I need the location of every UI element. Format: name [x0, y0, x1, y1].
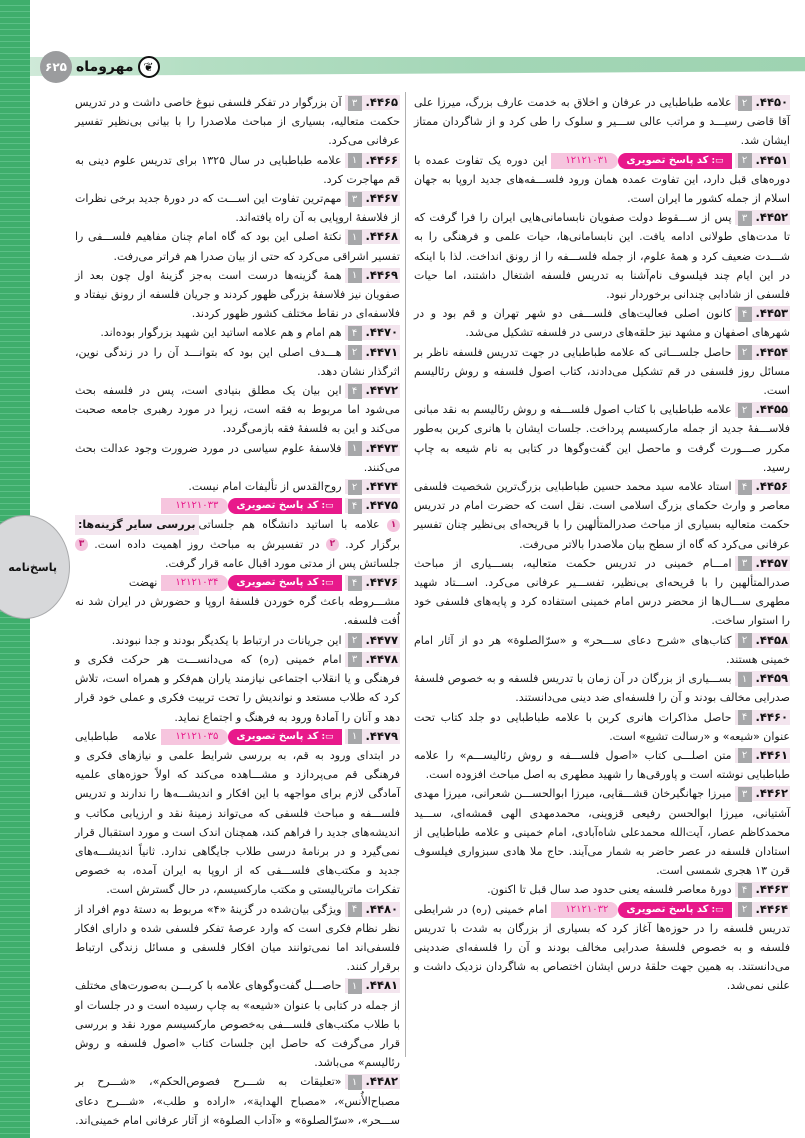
question-number: ۴۴۷۸.: [365, 651, 398, 666]
answer-entry: [75, 381, 400, 439]
answer-explanation: حاصل جلســـاتی که علامه طباطبایی در جهت تدریس فلسفه ناظر بر مسائل روز فلسفی در قم تشکیل می‌دادند، کتاب اصول فلسفه و روش رئالیسم است.: [414, 345, 790, 398]
qr-code-icon: ▭:: [321, 731, 334, 742]
code-badge-label: [618, 153, 731, 169]
answer-explanation: آن بزرگوار در تفکر فلسفی نبوغ خاصی داشت و در تدریس حکمت متعالیه، بسیاری از مباحث ملاصدرا را با بیانی بی‌نظیر تفسیر عرفانی می‌کرد.: [75, 96, 400, 148]
entry-header: [345, 153, 400, 168]
answer-entry: [75, 343, 400, 381]
option-number-circle: ۱: [387, 519, 400, 532]
correct-option-badge: ۱: [348, 268, 362, 283]
answer-entry: [75, 1072, 400, 1130]
answer-code-value: ۱۲۱۲۱۰۳۲: [551, 902, 618, 918]
option-number-circle: ۲: [326, 538, 339, 551]
answer-explanation: کانون اصلی فعالیت‌های فلســـفی دو شهر تهران و قم بود و در شهرهای اصفهان و مشهد نیز حلقه‌های درسی در فلسفه تشکیل می‌شد.: [414, 307, 790, 340]
answer-explanation: علامه طباطبایی در عرفان و اخلاق به خدمت عارف بزرگ، میرزا علی آقا قاضی رسیـــد و مراتب عالی ســـیر و سلوک را طی کرد و از شاگردان ممتاز ایشان شد.: [414, 96, 790, 148]
answer-explanation: ویژگی بیان‌شده در گزینهٔ «۴» مربوط به دستهٔ دوم افراد از نظر نظام فکری است که وارد عرصهٔ تفکر فلسفی شده و دارای افکار فلسفی‌اند اما نمی‌توانند میان افکار فلسفی و مسائل زندگی ارتباط برقرار کنند.: [75, 902, 400, 974]
answer-entry: [414, 477, 790, 554]
answer-explanation: علامه طباطبایی در ابتدای ورود به قم، به بررسی شرایط علمی و نیازهای فکری و فرهنگی قم می‌پردازد و مشـــاهده می‌کند که اولاً حوزه‌های علمیه آمادگی لازم برای مواجهه با این افکار و اندیشـــه‌ها را ندارند و تدریس فلســـفه و مباحث فلسفی که می‌تواند زمینهٔ نقد و ارزیابی مکاتب و اندیشه‌های جدید را فراهم کند، همچنان اندک است و مورد استقبال قرار نمی‌گیرد و در برنامهٔ درسی طلاب جایگاهی ندارد. ثانیاً اندیشـــه‌های جدید و مکتب‌های فلســـفی که از اروپا به ایران آمده، به خصوص تفکرات ماتریالیستی و مکتب مارکسیسم، در حال گسترش است.: [75, 729, 400, 897]
answer-entry: [414, 631, 790, 669]
correct-option-badge: ۳: [348, 652, 362, 667]
answer-entry: [414, 708, 790, 746]
qr-code-icon: ▭:: [321, 501, 334, 512]
answer-key-side-tab[interactable]: [0, 515, 70, 619]
answer-explanation: «تعلیقات به شـــرح فصوص‌الحکم»، «شـــرح بر مصباح‌الأُنس»، «مصباح الهدایة»، «اراده و طلب»، «شـــرح دعای ســـحر»، «سرّالصلوة» و «آداب الصلوة» از آثار عرفانی امام خمینی‌اند.: [75, 1075, 400, 1127]
answer-explanation: علامه طباطبایی با کتاب اصول فلســـفه و روش رئالیسم به نقد مبانی فلاســـفهٔ جدید از جمله مارکسیسم پرداخت. جلسات ایشان با هانری کربن به‌طور مکرر صـــورت گرفت و ماحصل این گفت‌وگوها در کتابی به نام شیعه به چاپ رسید.: [414, 403, 790, 474]
question-number: ۴۴۵۳.: [755, 306, 788, 321]
question-number: ۴۴۶۵.: [365, 95, 398, 109]
correct-option-badge: ۴: [738, 307, 752, 322]
correct-option-badge: ۳: [738, 787, 752, 802]
correct-option-badge: ۴: [738, 883, 752, 898]
answer-entry: [414, 880, 790, 899]
question-number: ۴۴۷۹.: [365, 728, 398, 743]
answer-explanation: امام خمینی (ره) که می‌دانســـت هر حرکت فکری و فرهنگی و یا انقلاب اجتماعی نیازمند یاران هم‌فکر و همراه است، تلاش کرد که طلاب مستعد و نواندیش را تحت تربیت فکری و عملی خود قرار دهد و آنان را آمادهٔ ورود به فرهنگ و اجتماع نماید.: [75, 652, 400, 724]
code-badge-text: کد پاسخ تصویری: [626, 903, 709, 915]
answer-entry: [75, 727, 400, 900]
answer-entry: [414, 400, 790, 477]
correct-option-badge: ۳: [348, 192, 362, 207]
answer-entry: [414, 343, 790, 401]
code-badge-text: کد پاسخ تصویری: [236, 500, 319, 512]
question-number: ۴۴۵۷.: [755, 555, 788, 570]
option-number-circle: ۳: [75, 538, 88, 551]
correct-option-badge: ۴: [348, 499, 362, 514]
left-column: [75, 93, 400, 1130]
answer-explanation: استاد علامه سید محمد حسین طباطبایی بزرگ‌ترین شخصیت فلسفی معاصر و وارث حکمای بزرگ اسلامی است. نقل است که حضرت امام در تدریس حکمت متعالیه بسیاری از مباحث صدرالمتألهین را با قریحه‌ای بی‌نظیر چنان تفسیر عرفانی می‌کرد که گاه از سطح بیان ملاصدرا بالاتر می‌رفت.: [414, 480, 790, 551]
correct-option-badge: ۴: [348, 902, 362, 917]
answer-entry: [75, 477, 400, 496]
code-badge-label: [618, 902, 731, 918]
correct-option-badge: ۱: [348, 153, 362, 168]
answer-entry: [414, 746, 790, 784]
answer-explanation: پس از ســـقوط دولت صفویان نابسامانی‌هایی ایران را فرا گرفت که تا مدت‌های طولانی ادامه یافت. این نابسامانی‌ها، حیات علمی و فرهنگی را به شـــدت ضعیف کرد و همهٔ علوم، از جمله فلســـفه را از رونق انداخت. لذا با اینکه در این ایام چند فیلسوف نام‌آشنا به تدریس فلسفه اشتغال داشتند، اما حیات فلسفی از شادابی چندانی برخوردار نبود.: [414, 211, 790, 302]
question-number: ۴۴۵۱.: [755, 152, 788, 167]
entry-header: [345, 383, 400, 398]
answer-explanation: حاصـــل گفت‌وگوهای علامه با کربـــن به‌صورت‌های مختلف از جمله در کتابی با عنوان «شیعه» به چاپ رسیده است و در جلسات او با طلاب مکتب‌های فلســـفی به‌خصوص مارکسیسم مورد نقد و بررسی قرار می‌گرفت که حاصل این جلسات کتاب «اصول فلسفه و روش رئالیسم» می‌باشد.: [74, 979, 400, 1070]
correct-option-badge: ۱: [348, 1075, 362, 1090]
question-number: ۴۴۵۹.: [755, 671, 788, 686]
page-number: ۶۲۵: [40, 51, 72, 83]
question-number: ۴۴۵۰.: [755, 95, 788, 109]
answer-explanation: این دوره یک تفاوت عمده با دوره‌های قبل دارد، این تفاوت عمده همان ورود فلســـفه‌های جدید اروپا به جهان اسلام از جمله کشور ما ایران است.: [414, 153, 790, 206]
entry-header: [345, 978, 400, 993]
answer-explanation: امام خمینی (ره) در شرایطی تدریس فلسفه را در حوزه‌ها آغاز کرد که بسیاری از بزرگان به شدت با تدریس فلسفه و به خصوص فلسفهٔ صدرایی مخالف بودند و آن را فلسفه‌ای ضددینی می‌دانستند. به همین جهت حلقهٔ درس ایشان اختصاص به شاگردان نزدیک داشت و علنی نمی‌شد.: [414, 902, 790, 993]
correct-option-badge: ۱: [738, 672, 752, 687]
option-review-text: علامه با اساتید دانشگاه هم جلساتی برگزار کرد.: [198, 518, 400, 551]
video-answer-code-badge[interactable]: [161, 729, 341, 745]
question-number: ۴۴۷۵.: [365, 498, 398, 513]
entry-header: [345, 325, 400, 340]
answer-explanation: روح‌القدس از تألیفات امام نیست.: [188, 480, 342, 494]
question-number: ۴۴۷۴.: [365, 479, 398, 494]
question-number: ۴۴۷۲.: [365, 383, 398, 398]
entry-header: [345, 633, 400, 648]
correct-option-badge: ۴: [348, 384, 362, 399]
correct-option-badge: ۴: [738, 710, 752, 725]
answer-entry: [75, 189, 400, 227]
entry-header: [345, 345, 400, 360]
side-tab-label: پاسخ‌نامه: [8, 560, 57, 574]
question-number: ۴۴۶۶.: [365, 152, 398, 167]
question-number: ۴۴۷۱.: [365, 344, 398, 359]
question-number: ۴۴۷۰.: [365, 325, 398, 340]
option-review-text: جلساتش پس از مدتی مورد اقبال عامه قرار گرفت.: [164, 556, 400, 570]
question-number: ۴۴۵۶.: [755, 479, 788, 494]
correct-option-badge: ۴: [348, 576, 362, 591]
correct-option-badge: ۳: [348, 96, 362, 111]
entry-header: [735, 633, 790, 648]
answer-explanation: کتاب‌های «شرح دعای ســـحر» و «سرّالصلوة» هر دو از آثار امام خمینی هستند.: [414, 633, 790, 666]
qr-code-icon: ▭:: [711, 904, 724, 915]
answer-entry: [414, 554, 790, 631]
entry-header: [735, 882, 790, 897]
entry-header: [735, 556, 790, 571]
video-answer-code-badge[interactable]: [551, 153, 731, 169]
code-badge-text: کد پاسخ تصویری: [236, 577, 319, 589]
entry-header: [735, 786, 790, 801]
answer-entry: [75, 900, 400, 977]
answer-code-value: ۱۲۱۲۱۰۳۴: [161, 575, 228, 591]
answer-entry: [414, 304, 790, 342]
answer-code-value: ۱۲۱۲۱۰۳۳: [161, 498, 228, 514]
code-badge-label: [228, 729, 341, 745]
correct-option-badge: ۱: [348, 979, 362, 994]
question-number: ۴۴۶۳.: [755, 882, 788, 897]
entry-header: [345, 1074, 400, 1089]
video-answer-code-badge[interactable]: [161, 498, 341, 514]
answer-entry: [414, 669, 790, 707]
correct-option-badge: ۲: [738, 345, 752, 360]
correct-option-badge: ۲: [738, 96, 752, 111]
correct-option-badge: ۲: [738, 902, 752, 917]
answer-explanation: حاصل مذاکرات هانری کربن با علامه طباطبایی دو جلد کتاب تحت عنوان «شیعه» و «رسالت تشیع» است.: [414, 710, 790, 743]
answer-entry: [75, 631, 400, 650]
question-number: ۴۴۶۱.: [755, 747, 788, 762]
correct-option-badge: ۱: [348, 729, 362, 744]
correct-option-badge: ۱: [348, 441, 362, 456]
entry-header: [345, 479, 400, 494]
answer-entry: [75, 151, 400, 189]
answer-explanation: همهٔ گزینه‌ها درست است به‌جز گزینهٔ اول چون بعد از صفویان نیز فلاسفهٔ بزرگی ظهور کردند و جریان فلسفه از رونق نیفتاد و فلاسفه‌ای در نقاط مختلف کشور ظهور کردند.: [75, 268, 400, 321]
entry-header: [735, 479, 790, 494]
entry-header: [345, 902, 400, 917]
entry-header: [345, 575, 400, 590]
answer-explanation: بســـیاری از بزرگان در آن زمان با تدریس فلسفه و به خصوص فلسفهٔ صدرایی مخالف بودند و آن را فلسفه‌ای ضد دینی می‌دانستند.: [414, 672, 790, 705]
correct-option-badge: ۳: [738, 211, 752, 226]
question-number: ۴۴۸۲.: [365, 1074, 398, 1089]
brand-name: مهروماه: [76, 59, 134, 75]
correct-option-badge: ۲: [738, 633, 752, 648]
question-number: ۴۴۵۴.: [755, 344, 788, 359]
answer-code-value: ۱۲۱۲۱۰۳۵: [161, 729, 228, 745]
question-number: ۴۴۶۴.: [755, 901, 788, 916]
answer-explanation: این جریانات در ارتباط با یکدیگر بودند و جدا نبودند.: [111, 633, 342, 647]
code-badge-label: [228, 498, 341, 514]
column-divider: [405, 92, 406, 1057]
entry-header: [735, 902, 790, 917]
answer-entry: [414, 93, 790, 151]
answer-explanation: هـــدف اصلی این بود که بتوانـــد آن را در زندگی نوین، اثرگذار نشان دهد.: [75, 345, 400, 378]
entry-header: [735, 345, 790, 360]
correct-option-badge: ۲: [738, 403, 752, 418]
answer-entry: [75, 573, 400, 631]
entry-header: [345, 729, 400, 744]
answer-explanation: نهضت مشـــروطه باعث گره خوردن فلسفهٔ اروپا و حضورش در ایران شد نه اُفت فلسفه.: [75, 576, 400, 628]
entry-header: [345, 191, 400, 206]
correct-option-badge: ۲: [738, 748, 752, 763]
qr-code-icon: ▭:: [321, 578, 334, 589]
entry-header: [345, 229, 400, 244]
question-number: ۴۴۶۹.: [365, 267, 398, 282]
answer-entry: [75, 323, 400, 342]
video-answer-code-badge[interactable]: [161, 575, 341, 591]
entry-header: [735, 710, 790, 725]
answer-entry: [75, 227, 400, 265]
code-badge-text: کد پاسخ تصویری: [236, 730, 319, 742]
answer-explanation: فلاسفهٔ علوم سیاسی در مورد ضرورت وجود عدالت بحث می‌کنند.: [75, 441, 400, 474]
butterfly-icon: ❦: [138, 56, 160, 78]
correct-option-badge: ۳: [738, 556, 752, 571]
answer-explanation: این بیان یک مطلق بنیادی است، پس در فلسفه بحث می‌شود اما مربوط به فقه است، زیرا در مورد رهبری جامعه صحبت می‌کند و این به فلسفهٔ فقه بازمی‌گردد.: [75, 384, 400, 436]
question-number: ۴۴۷۶.: [365, 575, 398, 590]
answer-entry: [75, 266, 400, 324]
answer-explanation: دورهٔ معاصر فلسفه یعنی حدود صد سال قبل تا اکنون.: [487, 883, 732, 897]
qr-code-icon: ▭:: [711, 155, 724, 166]
answer-entry: [75, 976, 400, 1072]
answer-entry: [414, 208, 790, 304]
code-badge-text: کد پاسخ تصویری: [626, 154, 709, 166]
answer-entry: [75, 439, 400, 477]
question-number: ۴۴۸۱.: [365, 978, 398, 993]
answer-entry: [75, 93, 400, 151]
answer-code-value: ۱۲۱۲۱۰۳۱: [551, 153, 618, 169]
correct-option-badge: ۱: [348, 230, 362, 245]
correct-option-badge: ۲: [348, 633, 362, 648]
correct-option-badge: ۲: [348, 480, 362, 495]
question-number: ۴۴۶۰.: [755, 709, 788, 724]
page-header: [40, 52, 160, 82]
answer-entry: [414, 900, 790, 996]
answer-entry: [414, 151, 790, 209]
entry-header: [345, 498, 400, 513]
question-number: ۴۴۶۷.: [365, 191, 398, 206]
correct-option-badge: ۲: [348, 345, 362, 360]
entry-header: [735, 748, 790, 763]
entry-header: [735, 210, 790, 225]
option-review-text: در تفسیرش به مباحث روز اهمیت داده است.: [88, 537, 326, 551]
entry-header: [735, 402, 790, 417]
answer-entry: [75, 650, 400, 727]
entry-header: [345, 652, 400, 667]
question-number: ۴۴۶۲.: [755, 786, 788, 801]
answer-explanation: علامه طباطبایی در سال ۱۳۲۵ برای تدریس علوم دینی به قم مهاجرت کرد.: [75, 153, 400, 186]
right-column: [414, 93, 790, 996]
question-number: ۴۴۶۸.: [365, 229, 398, 244]
answer-explanation: امـــام خمینی در تدریس حکمت متعالیه، بســـیاری از مباحث صدرالمتألهین را با قریحه‌ای بی‌نظیر، تفســـیر عرفانی می‌کرد. اســـتاد شهید مطهری ســـال‌ها از محضر درس امام خمینی استفاده کرد و پایه‌های فلسفی خود را استوار ساخت.: [414, 556, 790, 628]
entry-header: [345, 95, 400, 110]
answer-entry: [75, 496, 400, 573]
answer-explanation: نکتهٔ اصلی این بود که گاه امام چنان مفاهیم فلســـفی را تفسیر اشراقی می‌کرد که حتی از بیان صدرا هم فراتر می‌رفت.: [75, 230, 400, 263]
question-number: ۴۴۵۲.: [755, 210, 788, 225]
video-answer-code-badge[interactable]: [551, 902, 731, 918]
entry-header: [735, 306, 790, 321]
question-number: ۴۴۵۵.: [755, 402, 788, 417]
correct-option-badge: ۴: [738, 480, 752, 495]
answer-explanation: میرزا جهانگیرخان قشـــقایی، میرزا ابوالحســـن شعرانی، میرزا مهدی آشتیانی، میرزا ابوالحسن رفیعی قزوینی، محمدمهدی الهی قمشه‌ای، ســـید محمدکاظم عصار، آیت‌الله محمدعلی شاه‌آبادی، امام خمینی و علامه طباطبایی از استادان فلسفه در عصر حاضر به شمار می‌آیند. حاج ملا هادی سبزواری فیلسوف قرن ۱۳ هجری شمسی است.: [414, 787, 790, 878]
question-number: ۴۴۷۷.: [365, 632, 398, 647]
entry-header: [735, 671, 790, 686]
question-number: ۴۴۸۰.: [365, 901, 398, 916]
entry-header: [735, 95, 790, 110]
review-other-options-title: بررسی سایر گزینه‌ها:: [75, 515, 199, 534]
entry-header: [345, 441, 400, 456]
answer-entry: [414, 784, 790, 880]
answer-explanation: متن اصلـــی کتاب «اصول فلســـفه و روش رئالیســـم» را علامه طباطبایی نوشته است و پاورقی‌ها را شهید مطهری به اصل مباحث افزوده است.: [414, 748, 790, 782]
correct-option-badge: ۴: [348, 326, 362, 341]
question-number: ۴۴۵۸.: [755, 632, 788, 647]
question-number: ۴۴۷۳.: [365, 440, 398, 455]
entry-header: [345, 268, 400, 283]
correct-option-badge: ۲: [738, 153, 752, 168]
code-badge-label: [228, 575, 341, 591]
answer-explanation: مهم‌ترین تفاوت این اســـت که در دورهٔ جدید برخی نظرات از فلاسفهٔ اروپایی به آن راه یافته‌اند.: [75, 192, 400, 225]
answer-explanation: هم امام و هم علامه اساتید این شهید بزرگوار بوده‌اند.: [100, 326, 342, 340]
entry-header: [735, 153, 790, 168]
